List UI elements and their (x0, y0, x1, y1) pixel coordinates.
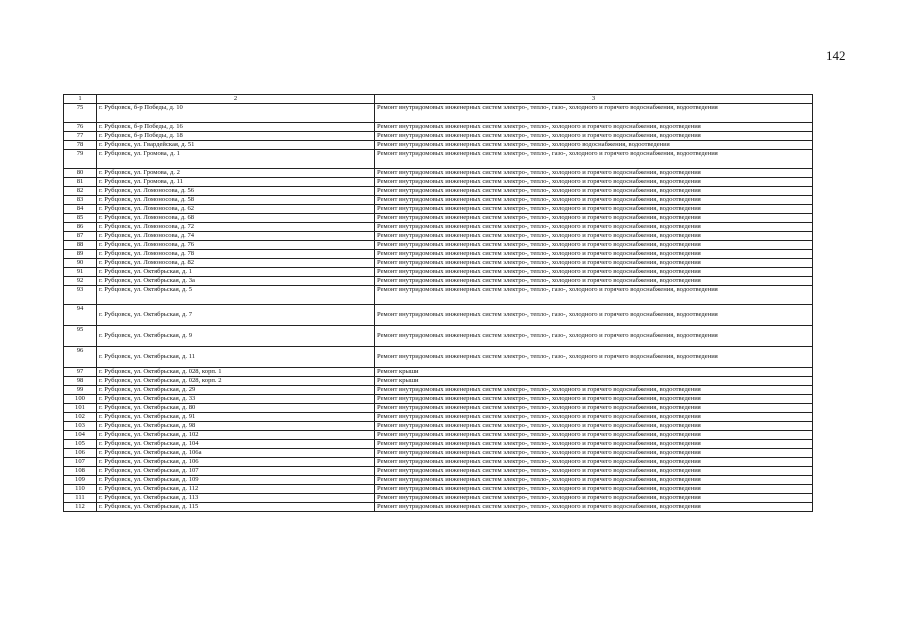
table-row (64, 476, 813, 485)
work-type-cell: Ремонт внутридомовых инженерных систем электро-, тепло-, холодного и горячего водоснабжения, водоотведения (375, 187, 813, 196)
work-type-cell: Ремонт внутридомовых инженерных систем электро-, тепло-, холодного и горячего водоснабжения, водоотведения (375, 395, 813, 404)
table-row (64, 141, 813, 150)
address-cell: г. Рубцовск, ул. Октябрьская, д. 109 (97, 476, 375, 485)
work-type-cell: Ремонт внутридомовых инженерных систем электро-, тепло-, холодного и горячего водоснабжения, водоотведения (375, 422, 813, 431)
table-row (64, 132, 813, 141)
work-type-cell: Ремонт внутридомовых инженерных систем электро-, тепло-, холодного и горячего водоснабжения, водоотведения (375, 169, 813, 178)
work-type-cell: Ремонт внутридомовых инженерных систем электро-, тепло-, холодного и горячего водоснабжения, водоотведения (375, 123, 813, 132)
table-row (64, 347, 813, 368)
table-row (64, 386, 813, 395)
column-header-number: 1 (64, 95, 97, 104)
work-type-cell: Ремонт внутридомовых инженерных систем электро-, тепло-, холодного и горячего водоснабжения, водоотведения (375, 386, 813, 395)
table-row (64, 169, 813, 178)
work-type-cell: Ремонт внутридомовых инженерных систем электро-, тепло-, холодного и горячего водоснабжения, водоотведения (375, 449, 813, 458)
work-type-cell: Ремонт внутридомовых инженерных систем электро-, тепло-, холодного и горячего водоснабжения, водоотведения (375, 458, 813, 467)
table-row (64, 377, 813, 386)
column-header-work-type: 3 (375, 95, 813, 104)
address-cell: г. Рубцовск, ул. Ломоносова, д. 56 (97, 187, 375, 196)
table-row (64, 150, 813, 169)
row-number-cell: 90 (64, 259, 97, 268)
work-type-cell: Ремонт внутридомовых инженерных систем электро-, тепло-, холодного и горячего водоснабжения, водоотведения (375, 178, 813, 187)
repair-list-table (63, 94, 813, 512)
row-number-cell: 97 (64, 368, 97, 377)
work-type-cell: Ремонт внутридомовых инженерных систем электро-, тепло-, газо-, холодного и горячего водоснабжения, водоотведения (375, 104, 813, 123)
table-row (64, 449, 813, 458)
work-type-cell: Ремонт внутридомовых инженерных систем электро-, тепло-, холодного и горячего водоснабжения, водоотведения (375, 494, 813, 503)
work-type-cell: Ремонт внутридомовых инженерных систем электро-, тепло-, холодного и горячего водоснабжения, водоотведения (375, 467, 813, 476)
table-row (64, 458, 813, 467)
address-cell: г. Рубцовск, б-р Победы, д. 10 (97, 104, 375, 123)
work-type-cell: Ремонт внутридомовых инженерных систем электро-, тепло-, холодного водоснабжения, водоотведения (375, 141, 813, 150)
work-type-cell: Ремонт внутридомовых инженерных систем электро-, тепло-, холодного и горячего водоснабжения, водоотведения (375, 196, 813, 205)
row-number-cell: 80 (64, 169, 97, 178)
work-type-cell: Ремонт внутридомовых инженерных систем электро-, тепло-, холодного и горячего водоснабжения, водоотведения (375, 232, 813, 241)
row-number-cell: 77 (64, 132, 97, 141)
row-number-cell: 94 (64, 305, 97, 326)
address-cell: г. Рубцовск, ул. Ломоносова, д. 72 (97, 223, 375, 232)
table-row (64, 196, 813, 205)
work-type-cell: Ремонт внутридомовых инженерных систем электро-, тепло-, холодного и горячего водоснабжения, водоотведения (375, 431, 813, 440)
address-cell: г. Рубцовск, ул. Октябрьская, д. 113 (97, 494, 375, 503)
table-body (64, 104, 813, 512)
table-row (64, 241, 813, 250)
row-number-cell: 102 (64, 413, 97, 422)
work-type-cell: Ремонт внутридомовых инженерных систем электро-, тепло-, холодного и горячего водоснабжения, водоотведения (375, 277, 813, 286)
address-cell: г. Рубцовск, ул. Ломоносова, д. 58 (97, 196, 375, 205)
table-row (64, 178, 813, 187)
row-number-cell: 101 (64, 404, 97, 413)
row-number-cell: 96 (64, 347, 97, 368)
address-cell: г. Рубцовск, ул. Громова, д. 2 (97, 169, 375, 178)
address-cell: г. Рубцовск, ул. Октябрьская, д. 106а (97, 449, 375, 458)
work-type-cell: Ремонт внутридомовых инженерных систем электро-, тепло-, холодного и горячего водоснабжения, водоотведения (375, 476, 813, 485)
row-number-cell: 100 (64, 395, 97, 404)
table-row (64, 286, 813, 305)
table-row (64, 123, 813, 132)
work-type-cell: Ремонт внутридомовых инженерных систем электро-, тепло-, газо-, холодного и горячего водоснабжения, водоотведения (375, 326, 813, 347)
address-cell: г. Рубцовск, ул. Ломоносова, д. 76 (97, 241, 375, 250)
row-number-cell: 83 (64, 196, 97, 205)
table-row (64, 250, 813, 259)
table-row (64, 404, 813, 413)
table-row (64, 368, 813, 377)
row-number-cell: 95 (64, 326, 97, 347)
address-cell: г. Рубцовск, ул. Октябрьская, д. 112 (97, 485, 375, 494)
table-row (64, 395, 813, 404)
address-cell: г. Рубцовск, ул. Ломоносова, д. 78 (97, 250, 375, 259)
row-number-cell: 109 (64, 476, 97, 485)
address-cell: г. Рубцовск, ул. Октябрьская, д. 028, корп. 2 (97, 377, 375, 386)
address-cell: г. Рубцовск, ул. Громова, д. 11 (97, 178, 375, 187)
table-row (64, 223, 813, 232)
address-cell: г. Рубцовск, ул. Октябрьская, д. 5 (97, 286, 375, 305)
address-cell: г. Рубцовск, ул. Октябрьская, д. 3а (97, 277, 375, 286)
address-cell: г. Рубцовск, ул. Октябрьская, д. 106 (97, 458, 375, 467)
row-number-cell: 111 (64, 494, 97, 503)
row-number-cell: 75 (64, 104, 97, 123)
address-cell: г. Рубцовск, ул. Ломоносова, д. 62 (97, 205, 375, 214)
table-row (64, 440, 813, 449)
address-cell: г. Рубцовск, ул. Октябрьская, д. 80 (97, 404, 375, 413)
table-row (64, 104, 813, 123)
address-cell: г. Рубцовск, ул. Октябрьская, д. 102 (97, 431, 375, 440)
row-number-cell: 104 (64, 431, 97, 440)
table-row (64, 422, 813, 431)
row-number-cell: 85 (64, 214, 97, 223)
address-cell: г. Рубцовск, ул. Ломоносова, д. 68 (97, 214, 375, 223)
table-row (64, 277, 813, 286)
address-cell: г. Рубцовск, б-р Победы, д. 16 (97, 123, 375, 132)
row-number-cell: 105 (64, 440, 97, 449)
address-cell: г. Рубцовск, ул. Октябрьская, д. 11 (97, 347, 375, 368)
row-number-cell: 106 (64, 449, 97, 458)
table-row (64, 494, 813, 503)
row-number-cell: 112 (64, 503, 97, 512)
table-row (64, 485, 813, 494)
row-number-cell: 108 (64, 467, 97, 476)
work-type-cell: Ремонт внутридомовых инженерных систем электро-, тепло-, холодного и горячего водоснабжения, водоотведения (375, 132, 813, 141)
work-type-cell: Ремонт внутридомовых инженерных систем электро-, тепло-, холодного и горячего водоснабжения, водоотведения (375, 485, 813, 494)
address-cell: г. Рубцовск, ул. Ломоносова, д. 82 (97, 259, 375, 268)
address-cell: г. Рубцовск, ул. Октябрьская, д. 028, корп. 1 (97, 368, 375, 377)
table-row (64, 205, 813, 214)
row-number-cell: 89 (64, 250, 97, 259)
row-number-cell: 91 (64, 268, 97, 277)
table-row (64, 214, 813, 223)
table-row (64, 268, 813, 277)
address-cell: г. Рубцовск, ул. Октябрьская, д. 33 (97, 395, 375, 404)
work-type-cell: Ремонт внутридомовых инженерных систем электро-, тепло-, холодного и горячего водоснабжения, водоотведения (375, 503, 813, 512)
work-type-cell: Ремонт внутридомовых инженерных систем электро-, тепло-, холодного и горячего водоснабжения, водоотведения (375, 223, 813, 232)
address-cell: г. Рубцовск, ул. Октябрьская, д. 107 (97, 467, 375, 476)
row-number-cell: 98 (64, 377, 97, 386)
table-row (64, 326, 813, 347)
table-row (64, 467, 813, 476)
row-number-cell: 93 (64, 286, 97, 305)
row-number-cell: 107 (64, 458, 97, 467)
work-type-cell: Ремонт внутридомовых инженерных систем электро-, тепло-, холодного и горячего водоснабжения, водоотведения (375, 259, 813, 268)
table-row (64, 232, 813, 241)
row-number-cell: 78 (64, 141, 97, 150)
row-number-cell: 87 (64, 232, 97, 241)
row-number-cell: 76 (64, 123, 97, 132)
address-cell: г. Рубцовск, ул. Громова, д. 1 (97, 150, 375, 169)
address-cell: г. Рубцовск, б-р Победы, д. 18 (97, 132, 375, 141)
address-cell: г. Рубцовск, ул. Гвардейская, д. 51 (97, 141, 375, 150)
work-type-cell: Ремонт внутридомовых инженерных систем электро-, тепло-, холодного и горячего водоснабжения, водоотведения (375, 404, 813, 413)
row-number-cell: 92 (64, 277, 97, 286)
work-type-cell: Ремонт внутридомовых инженерных систем электро-, тепло-, холодного и горячего водоснабжения, водоотведения (375, 440, 813, 449)
page-number: 142 (826, 48, 846, 63)
table-row (64, 503, 813, 512)
address-cell: г. Рубцовск, ул. Октябрьская, д. 98 (97, 422, 375, 431)
address-cell: г. Рубцовск, ул. Октябрьская, д. 7 (97, 305, 375, 326)
address-cell: г. Рубцовск, ул. Октябрьская, д. 104 (97, 440, 375, 449)
address-cell: г. Рубцовск, ул. Октябрьская, д. 115 (97, 503, 375, 512)
address-cell: г. Рубцовск, ул. Октябрьская, д. 29 (97, 386, 375, 395)
work-type-cell: Ремонт внутридомовых инженерных систем электро-, тепло-, холодного и горячего водоснабжения, водоотведения (375, 413, 813, 422)
work-type-cell: Ремонт внутридомовых инженерных систем электро-, тепло-, холодного и горячего водоснабжения, водоотведения (375, 205, 813, 214)
row-number-cell: 84 (64, 205, 97, 214)
address-cell: г. Рубцовск, ул. Октябрьская, д. 1 (97, 268, 375, 277)
address-cell: г. Рубцовск, ул. Ломоносова, д. 74 (97, 232, 375, 241)
row-number-cell: 86 (64, 223, 97, 232)
row-number-cell: 79 (64, 150, 97, 169)
row-number-cell: 110 (64, 485, 97, 494)
work-type-cell: Ремонт внутридомовых инженерных систем электро-, тепло-, газо-, холодного и горячего водоснабжения, водоотведения (375, 286, 813, 305)
row-number-cell: 103 (64, 422, 97, 431)
table-row (64, 413, 813, 422)
work-type-cell: Ремонт внутридомовых инженерных систем электро-, тепло-, холодного и горячего водоснабжения, водоотведения (375, 268, 813, 277)
work-type-cell: Ремонт внутридомовых инженерных систем электро-, тепло-, газо-, холодного и горячего водоснабжения, водоотведения (375, 150, 813, 169)
table-row (64, 259, 813, 268)
work-type-cell: Ремонт внутридомовых инженерных систем электро-, тепло-, холодного и горячего водоснабжения, водоотведения (375, 250, 813, 259)
column-header-address: 2 (97, 95, 375, 104)
table-row (64, 305, 813, 326)
work-type-cell: Ремонт внутридомовых инженерных систем электро-, тепло-, газо-, холодного и горячего водоснабжения, водоотведения (375, 305, 813, 326)
row-number-cell: 88 (64, 241, 97, 250)
row-number-cell: 81 (64, 178, 97, 187)
work-type-cell: Ремонт внутридомовых инженерных систем электро-, тепло-, газо-, холодного и горячего водоснабжения, водоотведения (375, 347, 813, 368)
work-type-cell: Ремонт внутридомовых инженерных систем электро-, тепло-, холодного и горячего водоснабжения, водоотведения (375, 214, 813, 223)
table-row (64, 187, 813, 196)
work-type-cell: Ремонт крыши (375, 368, 813, 377)
address-cell: г. Рубцовск, ул. Октябрьская, д. 9 (97, 326, 375, 347)
row-number-cell: 99 (64, 386, 97, 395)
table-header-row (64, 95, 813, 104)
address-cell: г. Рубцовск, ул. Октябрьская, д. 91 (97, 413, 375, 422)
work-type-cell: Ремонт внутридомовых инженерных систем электро-, тепло-, холодного и горячего водоснабжения, водоотведения (375, 241, 813, 250)
row-number-cell: 82 (64, 187, 97, 196)
work-type-cell: Ремонт крыши (375, 377, 813, 386)
table-row (64, 431, 813, 440)
